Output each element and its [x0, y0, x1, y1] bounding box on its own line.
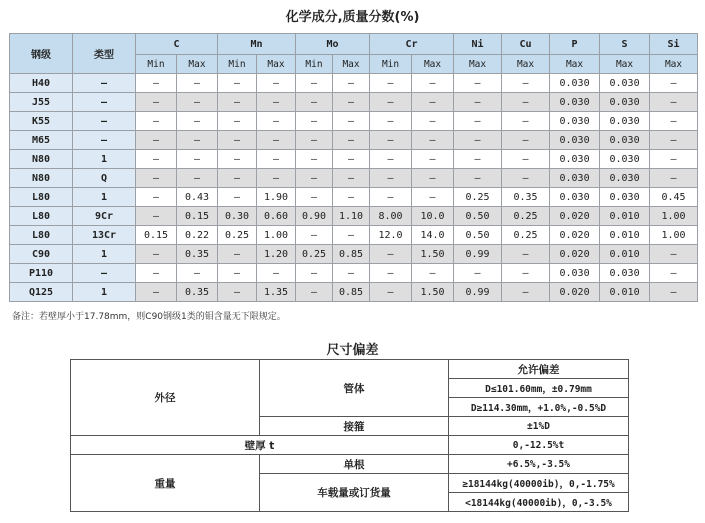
value-cell: –	[650, 112, 698, 131]
value-cell: –	[257, 131, 296, 150]
value-cell: –	[296, 264, 333, 283]
value-cell: 0.25	[502, 226, 550, 245]
header-element: P	[550, 34, 600, 55]
chemical-composition-title: 化学成分,质量分数(%)	[285, 10, 420, 25]
dimension-tolerance-title: 尺寸偏差	[326, 343, 379, 358]
value-cell: –	[370, 150, 412, 169]
header-element: Cu	[502, 34, 550, 55]
value-cell: 14.0	[412, 226, 454, 245]
header-element: Mn	[218, 34, 296, 55]
value-cell: –	[296, 74, 333, 93]
value-cell: –	[296, 150, 333, 169]
value-cell: –	[218, 74, 257, 93]
value-cell: –	[370, 169, 412, 188]
value-cell: –	[136, 74, 177, 93]
value-cell: –	[136, 112, 177, 131]
value-cell: –	[333, 74, 370, 93]
value-cell: –	[454, 74, 502, 93]
outer-diameter-label: 外径	[71, 360, 260, 436]
value-cell: –	[370, 188, 412, 207]
value-cell: –	[502, 112, 550, 131]
header-max: Max	[333, 55, 370, 74]
grade-cell: M65	[10, 131, 73, 150]
value-cell: –	[370, 93, 412, 112]
value-cell: 0.030	[600, 74, 650, 93]
value-cell: –	[412, 169, 454, 188]
value-cell: –	[257, 112, 296, 131]
value-cell: 0.030	[600, 150, 650, 169]
table-row	[10, 264, 698, 283]
wall-thickness-tolerance: 0,-12.5%t	[449, 436, 629, 455]
header-max: Max	[412, 55, 454, 74]
value-cell: –	[218, 264, 257, 283]
value-cell: –	[370, 112, 412, 131]
header-grade: 钢级	[10, 34, 73, 74]
value-cell: –	[454, 150, 502, 169]
weight-label: 重量	[71, 455, 260, 512]
table-row	[10, 131, 698, 150]
type-cell: 9Cr	[73, 207, 136, 226]
value-cell: –	[412, 74, 454, 93]
value-cell: 0.020	[550, 207, 600, 226]
value-cell: 0.010	[600, 245, 650, 264]
value-cell: –	[333, 93, 370, 112]
coupling-label: 接箍	[260, 417, 449, 436]
value-cell: –	[296, 112, 333, 131]
value-cell: –	[502, 283, 550, 302]
value-cell: 0.030	[550, 169, 600, 188]
value-cell: –	[296, 93, 333, 112]
value-cell: 1.00	[257, 226, 296, 245]
value-cell: –	[454, 169, 502, 188]
value-cell: –	[333, 264, 370, 283]
header-max: Max	[454, 55, 502, 74]
value-cell: –	[502, 169, 550, 188]
value-cell: –	[502, 150, 550, 169]
grade-cell: J55	[10, 93, 73, 112]
value-cell: –	[177, 264, 218, 283]
value-cell: –	[218, 169, 257, 188]
carload-small-tolerance: <18144kg(40000ib)，0,-3.5%	[449, 493, 629, 512]
value-cell: 0.030	[550, 150, 600, 169]
value-cell: –	[257, 169, 296, 188]
value-cell: 10.0	[412, 207, 454, 226]
header-max: Max	[257, 55, 296, 74]
header-element: Cr	[370, 34, 454, 55]
value-cell: 1.00	[650, 207, 698, 226]
value-cell: –	[412, 264, 454, 283]
value-cell: 0.030	[600, 93, 650, 112]
value-cell: –	[333, 150, 370, 169]
value-cell: –	[177, 131, 218, 150]
table-row	[10, 93, 698, 112]
value-cell: –	[136, 131, 177, 150]
type-cell: 1	[73, 283, 136, 302]
value-cell: –	[218, 93, 257, 112]
value-cell: –	[502, 131, 550, 150]
value-cell: 0.030	[550, 188, 600, 207]
value-cell: 0.99	[454, 245, 502, 264]
value-cell: –	[412, 112, 454, 131]
table-row	[10, 74, 698, 93]
value-cell: 0.85	[333, 245, 370, 264]
type-cell: 1	[73, 188, 136, 207]
type-cell: 13Cr	[73, 226, 136, 245]
table-row	[10, 150, 698, 169]
value-cell: 0.35	[502, 188, 550, 207]
value-cell: –	[136, 150, 177, 169]
value-cell: –	[412, 188, 454, 207]
carload-large-tolerance: ≥18144kg(40000ib)，0,-1.75%	[449, 474, 629, 493]
value-cell: –	[177, 74, 218, 93]
grade-cell: C90	[10, 245, 73, 264]
value-cell: 0.010	[600, 226, 650, 245]
value-cell: 12.0	[370, 226, 412, 245]
dimension-tolerance-table	[70, 359, 629, 512]
footnote: 备注：若壁厚小于17.78mm，则C90钢级1类的钼含量无下限规定。	[12, 312, 286, 322]
value-cell: –	[454, 264, 502, 283]
value-cell: 0.60	[257, 207, 296, 226]
table-row	[10, 226, 698, 245]
value-cell: –	[177, 169, 218, 188]
value-cell: 0.99	[454, 283, 502, 302]
value-cell: 0.30	[218, 207, 257, 226]
value-cell: 0.030	[600, 131, 650, 150]
value-cell: –	[454, 112, 502, 131]
pipe-body-label: 管体	[260, 360, 449, 417]
value-cell: –	[650, 264, 698, 283]
value-cell: –	[650, 169, 698, 188]
grade-cell: L80	[10, 207, 73, 226]
grade-cell: K55	[10, 112, 73, 131]
value-cell: –	[412, 150, 454, 169]
value-cell: 0.030	[600, 169, 650, 188]
header-max: Max	[502, 55, 550, 74]
value-cell: 0.90	[296, 207, 333, 226]
value-cell: –	[370, 283, 412, 302]
value-cell: –	[333, 226, 370, 245]
value-cell: –	[296, 131, 333, 150]
grade-cell: P110	[10, 264, 73, 283]
value-cell: 0.15	[136, 226, 177, 245]
type-cell: –	[73, 74, 136, 93]
value-cell: –	[296, 283, 333, 302]
value-cell: –	[218, 245, 257, 264]
table-row	[10, 245, 698, 264]
value-cell: 8.00	[370, 207, 412, 226]
type-cell: –	[73, 264, 136, 283]
header-max: Max	[650, 55, 698, 74]
value-cell: –	[218, 131, 257, 150]
value-cell: –	[177, 112, 218, 131]
value-cell: –	[370, 131, 412, 150]
value-cell: –	[370, 245, 412, 264]
value-cell: 0.010	[600, 207, 650, 226]
type-cell: 1	[73, 150, 136, 169]
value-cell: 0.030	[600, 112, 650, 131]
value-cell: –	[650, 245, 698, 264]
value-cell: 0.35	[177, 283, 218, 302]
od-small-tolerance: D≤101.60mm，±0.79mm	[449, 379, 629, 398]
value-cell: –	[333, 188, 370, 207]
value-cell: 0.030	[550, 131, 600, 150]
value-cell: –	[502, 74, 550, 93]
value-cell: 0.25	[218, 226, 257, 245]
value-cell: –	[650, 74, 698, 93]
value-cell: –	[650, 131, 698, 150]
coupling-tolerance: ±1%D	[449, 417, 629, 436]
grade-cell: N80	[10, 150, 73, 169]
table-row	[10, 169, 698, 188]
type-cell: 1	[73, 245, 136, 264]
header-min: Min	[218, 55, 257, 74]
value-cell: 0.25	[454, 188, 502, 207]
table-row	[10, 112, 698, 131]
value-cell: –	[454, 131, 502, 150]
value-cell: 0.030	[550, 74, 600, 93]
value-cell: 0.030	[550, 264, 600, 283]
value-cell: –	[333, 131, 370, 150]
single-length-label: 单根	[260, 455, 449, 474]
value-cell: –	[257, 264, 296, 283]
grade-cell: L80	[10, 226, 73, 245]
header-element: S	[600, 34, 650, 55]
value-cell: –	[412, 131, 454, 150]
value-cell: –	[136, 207, 177, 226]
value-cell: –	[333, 169, 370, 188]
header-element: C	[136, 34, 218, 55]
value-cell: 0.43	[177, 188, 218, 207]
value-cell: 1.10	[333, 207, 370, 226]
value-cell: –	[296, 226, 333, 245]
value-cell: 0.020	[550, 226, 600, 245]
value-cell: –	[370, 74, 412, 93]
value-cell: –	[136, 283, 177, 302]
value-cell: 0.85	[333, 283, 370, 302]
value-cell: 0.22	[177, 226, 218, 245]
type-cell: –	[73, 131, 136, 150]
type-cell: Q	[73, 169, 136, 188]
value-cell: –	[177, 150, 218, 169]
value-cell: 0.020	[550, 283, 600, 302]
header-element: Si	[650, 34, 698, 55]
header-min: Min	[370, 55, 412, 74]
value-cell: –	[502, 93, 550, 112]
value-cell: –	[296, 188, 333, 207]
value-cell: –	[136, 245, 177, 264]
carload-label: 车载量或订货量	[260, 474, 449, 512]
value-cell: –	[218, 188, 257, 207]
grade-cell: Q125	[10, 283, 73, 302]
header-min: Min	[136, 55, 177, 74]
value-cell: –	[257, 74, 296, 93]
value-cell: 1.00	[650, 226, 698, 245]
table-row	[10, 188, 698, 207]
value-cell: 0.030	[550, 93, 600, 112]
value-cell: 1.35	[257, 283, 296, 302]
header-max: Max	[177, 55, 218, 74]
value-cell: –	[454, 93, 502, 112]
value-cell: 0.030	[550, 112, 600, 131]
value-cell: 0.030	[600, 264, 650, 283]
value-cell: 0.25	[296, 245, 333, 264]
chemical-composition-table	[9, 33, 698, 302]
value-cell: –	[650, 283, 698, 302]
value-cell: 0.50	[454, 226, 502, 245]
header-element: Ni	[454, 34, 502, 55]
value-cell: 0.45	[650, 188, 698, 207]
value-cell: –	[218, 112, 257, 131]
value-cell: 1.90	[257, 188, 296, 207]
value-cell: 1.20	[257, 245, 296, 264]
value-cell: 0.020	[550, 245, 600, 264]
value-cell: –	[502, 245, 550, 264]
header-min: Min	[296, 55, 333, 74]
value-cell: –	[502, 264, 550, 283]
table-row	[10, 207, 698, 226]
allowed-deviation-header: 允许偏差	[449, 360, 629, 379]
value-cell: –	[136, 169, 177, 188]
od-large-tolerance: D≥114.30mm，+1.0%,-0.5%D	[449, 398, 629, 417]
value-cell: 0.35	[177, 245, 218, 264]
value-cell: –	[136, 93, 177, 112]
value-cell: –	[177, 93, 218, 112]
type-cell: –	[73, 93, 136, 112]
value-cell: –	[296, 169, 333, 188]
wall-thickness-label: 壁厚 t	[71, 436, 449, 455]
value-cell: –	[333, 112, 370, 131]
value-cell: –	[650, 150, 698, 169]
value-cell: 0.50	[454, 207, 502, 226]
value-cell: –	[370, 264, 412, 283]
value-cell: –	[650, 93, 698, 112]
value-cell: –	[218, 283, 257, 302]
header-max: Max	[600, 55, 650, 74]
grade-cell: N80	[10, 169, 73, 188]
value-cell: –	[218, 150, 257, 169]
value-cell: 1.50	[412, 283, 454, 302]
value-cell: –	[257, 150, 296, 169]
value-cell: –	[412, 93, 454, 112]
value-cell: –	[136, 188, 177, 207]
grade-cell: L80	[10, 188, 73, 207]
header-type: 类型	[73, 34, 136, 74]
single-length-tolerance: +6.5%,-3.5%	[449, 455, 629, 474]
value-cell: 0.030	[600, 188, 650, 207]
value-cell: 1.50	[412, 245, 454, 264]
table-row	[10, 283, 698, 302]
value-cell: 0.15	[177, 207, 218, 226]
header-max: Max	[550, 55, 600, 74]
header-element: Mo	[296, 34, 370, 55]
value-cell: 0.25	[502, 207, 550, 226]
chemical-composition-body	[10, 74, 698, 302]
grade-cell: H40	[10, 74, 73, 93]
type-cell: –	[73, 112, 136, 131]
value-cell: –	[136, 264, 177, 283]
value-cell: 0.010	[600, 283, 650, 302]
value-cell: –	[257, 93, 296, 112]
